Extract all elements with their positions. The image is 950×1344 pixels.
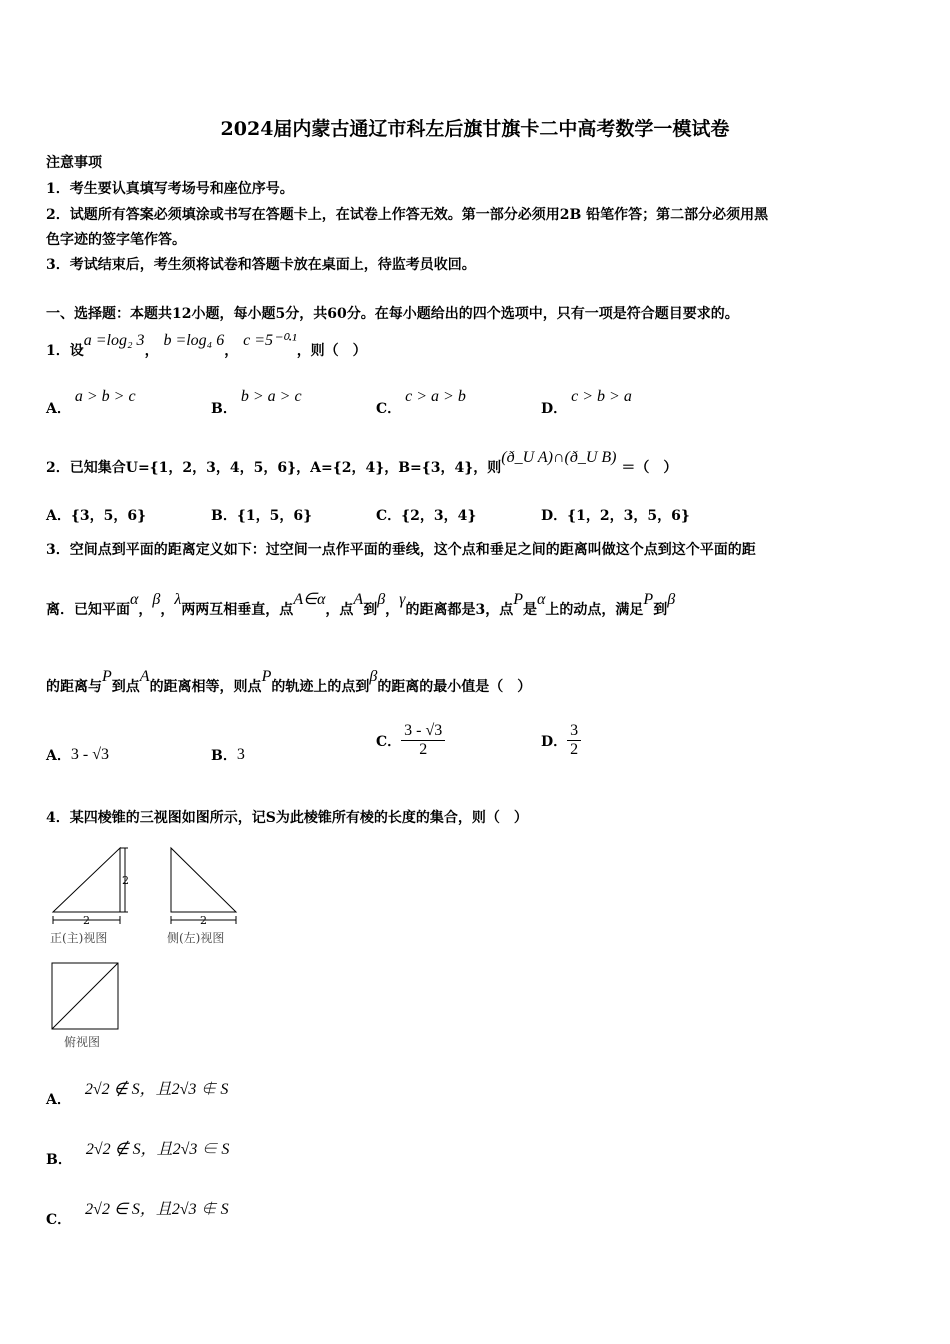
dim-label: 2 (122, 874, 129, 887)
q2-text: 2．已知集合U={1，2，3，4，5，6}，A={2，4}，B={3，4}，则 (46, 460, 502, 476)
option-value: {1，5，6} (236, 508, 313, 524)
option-letter: D． (541, 733, 568, 750)
option-value: 2√2 ∉ S，且2√3 ∈ S (85, 1141, 230, 1158)
q3-fragment: λ (174, 591, 182, 608)
q3-fragment: 到点 (111, 679, 140, 695)
notice-item: 2．试题所有答案必须填涂或书写在答题卡上，在试卷上作答无效。第一部分必须用2B 铅笔作答；第二部分必须用黑 (46, 207, 769, 223)
notice-item: 3．考试结束后，考生须将试卷和答题卡放在桌面上，待监考员收回。 (46, 257, 476, 273)
q3-fragment: A∈α (293, 591, 326, 608)
q3-line3 (46, 668, 532, 696)
fraction: $\frac{3}{2}$ (567, 722, 581, 759)
q3-fragment: P (643, 591, 654, 608)
q3-fragment: 的轨迹上的点到 (271, 679, 370, 695)
option-letter: D． (541, 508, 568, 524)
q1-prefix: 1．设 (46, 343, 84, 359)
q3-fragment: 的距离与 (46, 679, 102, 695)
q2-option[interactable] (46, 505, 146, 525)
q1-option[interactable] (541, 388, 632, 418)
q2-option[interactable] (211, 505, 312, 525)
dim-label: 2 (200, 914, 207, 927)
q3-fragment: β (377, 591, 386, 608)
option-letter: A． (46, 401, 71, 417)
top-view-caption: 俯视图 (64, 1035, 101, 1049)
option-letter: A． (46, 1092, 71, 1108)
option-letter: A． (46, 508, 71, 524)
q3-fragment: 到 (363, 602, 378, 618)
option-value: a > b > c (74, 388, 136, 405)
q3-fragment: A (139, 668, 150, 685)
side-view-triangle (171, 848, 236, 912)
q3-fragment: ， (138, 602, 153, 618)
q3-fragment: 的距离都是3，点 (405, 602, 514, 618)
q3-fragment: α (537, 591, 546, 608)
q3-fragment: 的距离的最小值是（ ） (377, 679, 532, 695)
q2-expr: (ð_U A)∩(ð_U B) (501, 449, 617, 466)
option-letter: C． (376, 508, 402, 524)
q1-option[interactable] (376, 388, 466, 418)
q3-fragment: P (513, 591, 524, 608)
notice-item: 色字迹的签字笔作答。 (46, 232, 186, 248)
option-letter: B． (211, 401, 237, 417)
q1-option[interactable] (211, 388, 302, 418)
option-letter: C． (46, 1212, 72, 1228)
option-value: 3 - √3 (70, 746, 109, 763)
q1-suffix: ，则（ ） (296, 343, 367, 359)
q3-fragment: 是 (523, 602, 538, 618)
front-view-caption: 正(主)视图 (50, 931, 108, 945)
dim-label: 2 (83, 914, 90, 927)
q3-fragment: P (102, 668, 112, 685)
q1-option[interactable] (46, 388, 136, 418)
option-letter: C． (376, 401, 402, 417)
question-4: 4．某四棱锥的三视图如图所示，记S为此棱锥所有棱的长度的集合，则（ ） (46, 810, 528, 826)
page-title: 2024届内蒙古通辽市科左后旗甘旗卡二中高考数学一模试卷 (220, 118, 730, 140)
notice-item: 1．考生要认真填写考场号和座位序号。 (46, 181, 294, 197)
q3-fragment: γ (399, 591, 406, 608)
q3-line1: 3．空间点到平面的距离定义如下：过空间一点作平面的垂线，这个点和垂足之间的距离叫做这个点到这个平面的距 (46, 542, 756, 558)
section-heading: 一、选择题：本题共12小题，每小题5分，共60分。在每小题给出的四个选项中，只有一项是符合题目要求的。 (46, 306, 739, 322)
option-value: 3 (236, 746, 245, 763)
q2-option[interactable] (376, 505, 476, 525)
q3-option[interactable] (376, 722, 445, 759)
option-letter: B． (211, 508, 237, 524)
option-value: {2，3，4} (401, 508, 477, 524)
q3-fragment: ， (160, 602, 175, 618)
q3-fragment: ，点 (325, 602, 354, 618)
option-value: {3，5，6} (70, 508, 147, 524)
option-letter: B． (46, 1152, 72, 1168)
q3-fragment: 两两互相垂直，点 (181, 602, 294, 618)
option-value: c > b > a (571, 388, 632, 405)
q3-option[interactable] (46, 745, 109, 765)
q1-c: c =5⁻⁰·¹ (243, 332, 297, 349)
option-letter: C． (376, 733, 402, 750)
q4-option[interactable] (46, 1201, 229, 1229)
option-value: c > a > b (405, 388, 466, 405)
option-letter: A． (46, 748, 71, 764)
q3-line2 (46, 591, 676, 619)
option-value: 2√2 ∉ S，且2√3 ∉ S (84, 1081, 229, 1098)
q2-option[interactable] (541, 505, 690, 525)
front-view-triangle (53, 848, 120, 912)
q1-a: a =log₂ 3 (83, 332, 145, 349)
q2-suffix: ＝（ ） (621, 460, 678, 476)
option-value: 2√2 ∈ S，且2√3 ∉ S (85, 1201, 229, 1218)
option-value: b > a > c (240, 388, 302, 405)
side-view-caption: 侧(左)视图 (167, 931, 225, 945)
q4-option[interactable] (46, 1081, 229, 1109)
q3-fragment: β (667, 591, 676, 608)
q3-fragment: 的距离相等，则点 (149, 679, 262, 695)
q3-fragment: β (152, 591, 161, 608)
option-value: {1，2，3，5，6} (567, 508, 690, 524)
q3-fragment: P (261, 668, 272, 685)
fraction: $\frac{3 - √3}{2}$ (401, 722, 445, 759)
q3-option[interactable] (211, 745, 245, 765)
q3-option[interactable] (541, 722, 581, 759)
q1-b: b =log₄ 6 (163, 332, 225, 349)
q4-option[interactable] (46, 1141, 230, 1169)
q3-fragment: 到 (653, 602, 668, 618)
option-letter: D． (541, 401, 568, 417)
q3-fragment: β (369, 668, 378, 685)
q3-fragment: 上的动点，满足 (545, 602, 644, 618)
notice-heading: 注意事项 (46, 155, 102, 171)
q3-fragment: ， (385, 602, 400, 618)
q3-fragment: A (353, 591, 364, 608)
question-1: 1．设a =log₂ 3， b =log₄ 6， c =5⁻⁰·¹，则（ ） (46, 332, 367, 359)
three-view-figure (40, 840, 260, 1060)
question-2 (46, 449, 678, 477)
q3-fragment: α (130, 591, 139, 608)
option-letter: B． (211, 748, 237, 764)
q3-fragment: 离．已知平面 (46, 602, 130, 618)
